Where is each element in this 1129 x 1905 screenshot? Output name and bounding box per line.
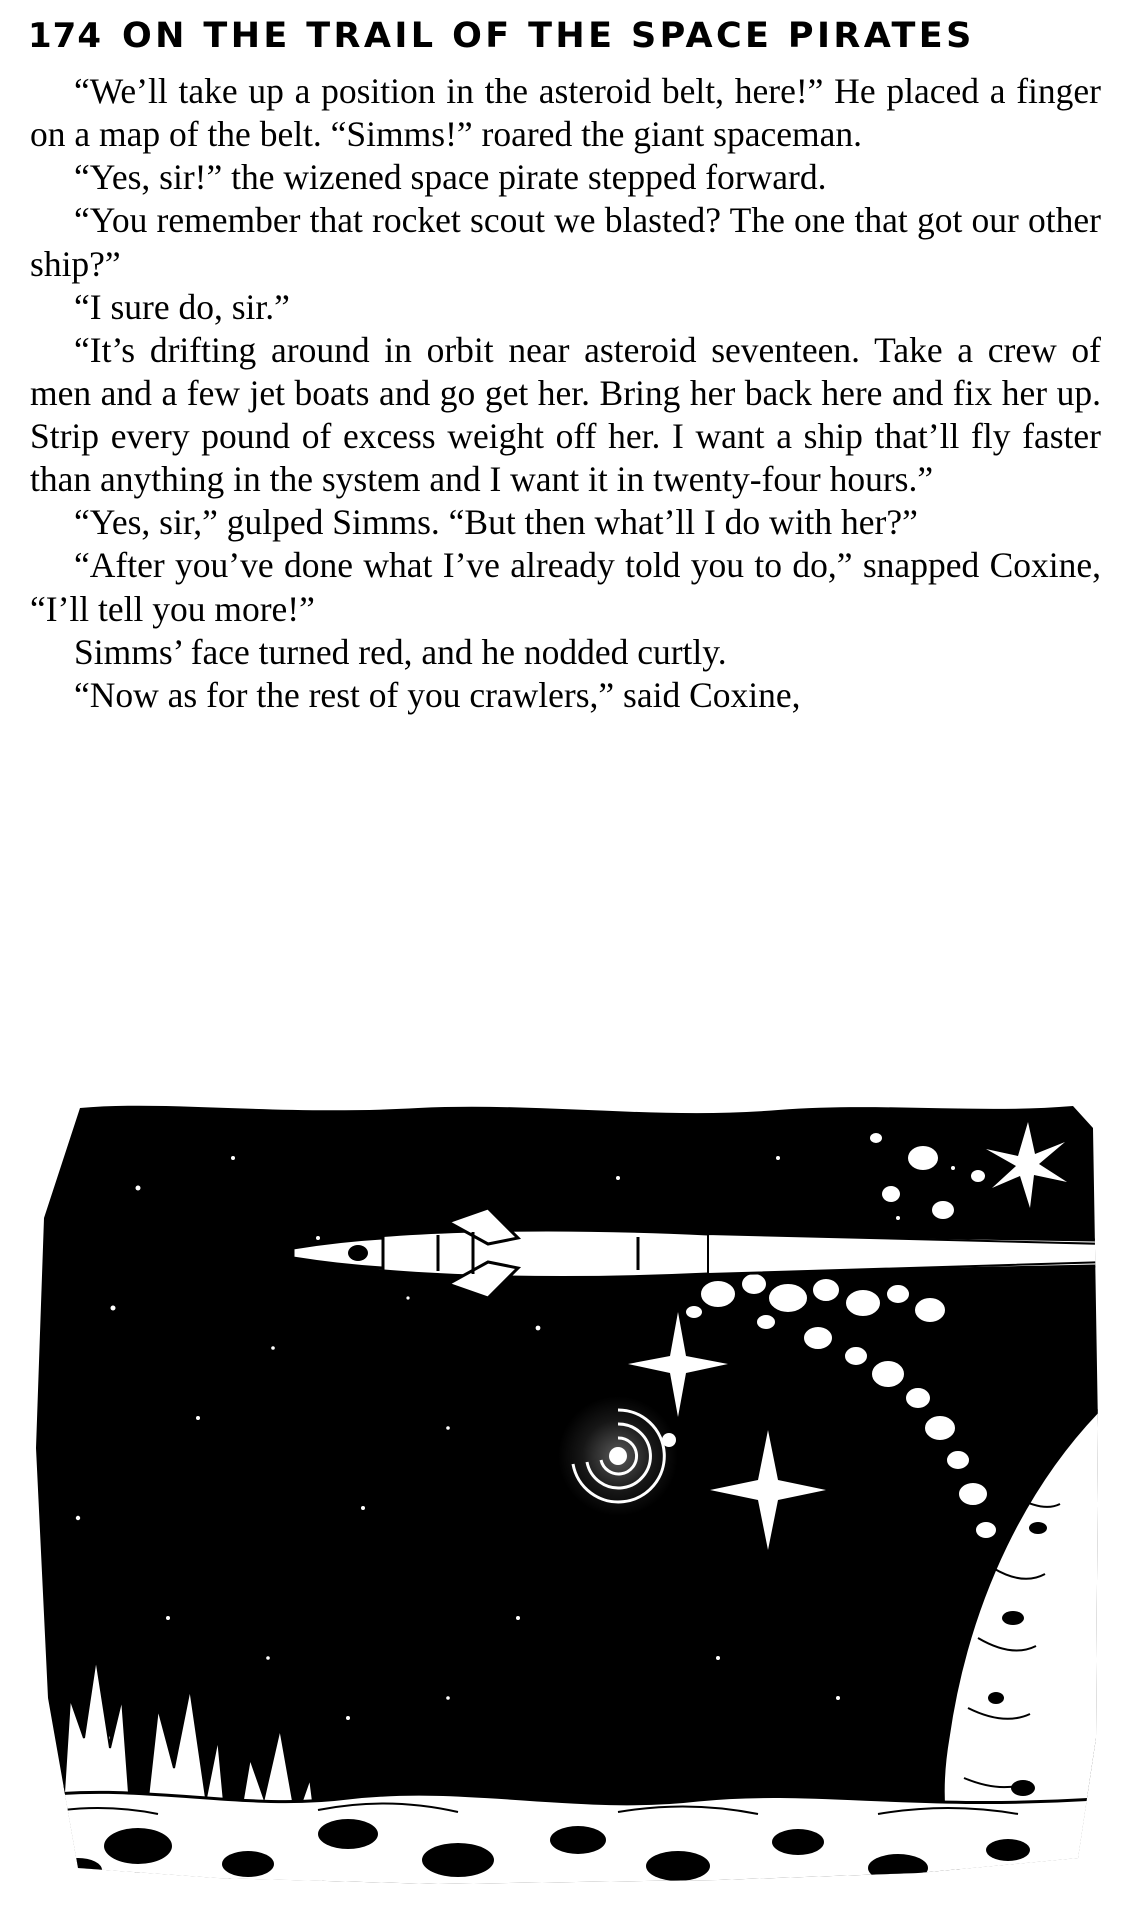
body-text xyxy=(30,70,1101,717)
page-number: 174 xyxy=(28,16,102,56)
illustration xyxy=(18,1098,1111,1888)
running-head-title: ON THE TRAIL OF THE SPACE PIRATES xyxy=(121,16,975,56)
sky-field xyxy=(18,1098,1111,1888)
paragraph: “We’ll take up a position in the asteroid belt, here!” He placed a finger on a map of the belt. “Simms!” roared the giant spaceman. xyxy=(30,71,1101,155)
running-head xyxy=(28,16,1107,56)
paragraph: Simms’ face turned red, and he nodded curtly. xyxy=(74,631,727,672)
paragraph: “You remember that rocket scout we blasted? The one that got our other ship?” xyxy=(30,200,1101,284)
paragraph: “Yes, sir!” the wizened space pirate stepped forward. xyxy=(74,157,827,198)
paragraph: “I sure do, sir.” xyxy=(74,286,290,327)
paragraph: “Yes, sir,” gulped Simms. “But then what’ll I do with her?” xyxy=(74,502,918,543)
paragraph: “Now as for the rest of you crawlers,” said Coxine, xyxy=(74,674,801,715)
paragraph: “It’s drifting around in orbit near asteroid seventeen. Take a crew of men and a few jet boats and go get her. Bring her back here and fix her up. Strip every pound of excess weight off her. I want a ship that’ll fly faster than anything in the system and I want it in twenty-four hours.” xyxy=(30,329,1101,500)
paragraph: “After you’ve done what I’ve already told you to do,” snapped Coxine, “I’ll tell you more!” xyxy=(30,545,1101,629)
space-scene-illustration xyxy=(18,1098,1111,1888)
